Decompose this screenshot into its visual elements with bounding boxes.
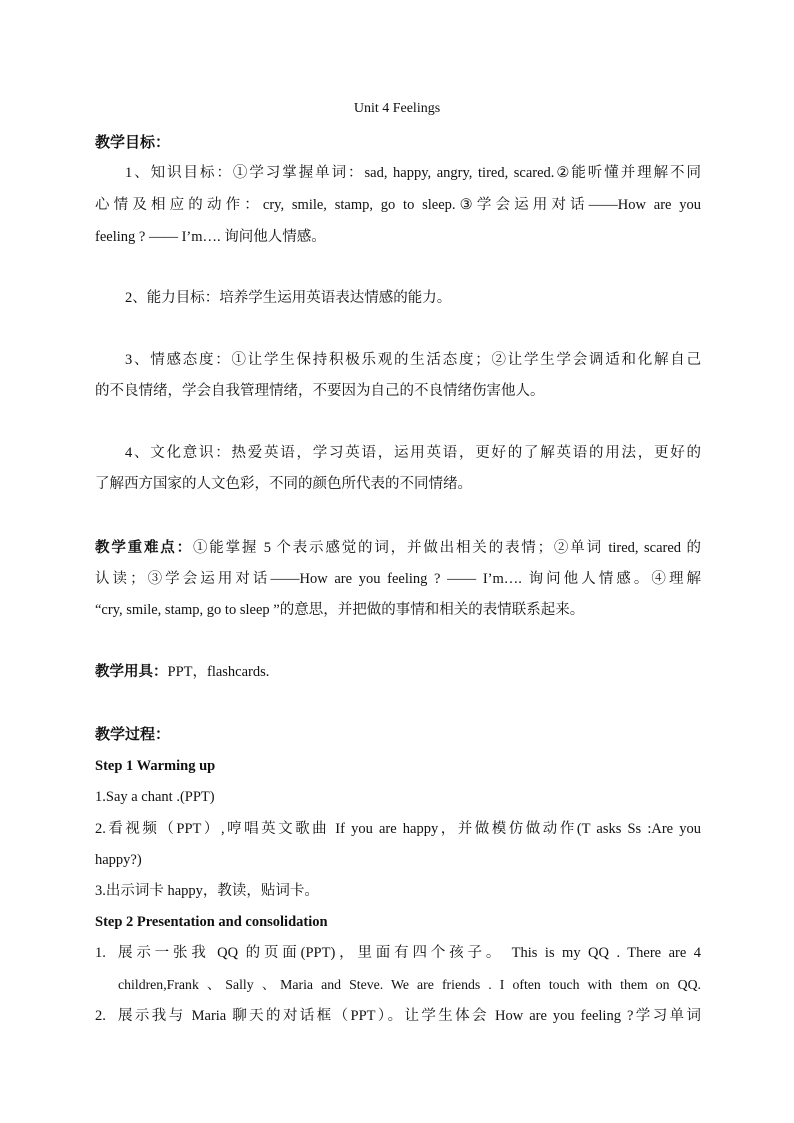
step2-item-1-line-1: 展示一张我 QQ 的页面(PPT)，里面有四个孩子。 This is my QQ . There are 4 xyxy=(118,945,701,961)
step2-item-1-number: 1. xyxy=(95,945,106,961)
step2-title: Step 2 Presentation and consolidation xyxy=(95,914,328,930)
document-title: Unit 4 Feelings xyxy=(353,101,441,116)
key-points-label: 教学重难点： xyxy=(95,540,193,556)
teaching-tools xyxy=(95,661,701,683)
step2-item-2-line-1: 展示我与 Maria 聊天的对话框（PPT）。让学生体会 How are you feeling ?学习单词 xyxy=(118,1008,701,1024)
step1-item-2-line-1: 2.看视频（PPT）,哼唱英文歌曲 If you are happy，并做模仿做动作(T asks Ss :Are you xyxy=(95,821,701,837)
key-points-line-1 xyxy=(95,537,701,559)
step1-title: Step 1 Warming up xyxy=(95,758,216,774)
process-heading: 教学过程： xyxy=(95,727,171,743)
objectives-heading: 教学目标： xyxy=(95,135,171,151)
knowledge-goal-line-2: 心情及相应的动作：cry, smile, stamp, go to sleep.③学会运用对话——How are you xyxy=(95,197,701,213)
step1-item-3: 3.出示词卡 happy，教读，贴词卡。 xyxy=(95,883,319,899)
step2-item-2-number: 2. xyxy=(95,1008,106,1024)
culture-goal-line-2: 了解西方国家的人文色彩，不同的颜色所代表的不同情绪。 xyxy=(95,476,472,492)
emotion-goal-line-1: 3、情感态度：①让学生保持积极乐观的生活态度；②让学生学会调适和化解自己 xyxy=(125,352,701,368)
culture-goal-line-1: 4、文化意识：热爱英语，学习英语，运用英语，更好的了解英语的用法，更好的 xyxy=(125,445,701,461)
ability-goal: 2、能力目标：培养学生运用英语表达情感的能力。 xyxy=(125,290,452,306)
key-points-text-1: ①能掌握 5 个表示感觉的词，并做出相关的表情；②单词 tired, scared 的 xyxy=(192,540,701,556)
key-points-line-3: “cry, smile, stamp, go to sleep ”的意思，并把做的事情和相关的表情联系起来。 xyxy=(95,602,585,618)
knowledge-goal-line-3: feeling ? —— I’m…. 询问他人情感。 xyxy=(95,229,326,245)
teaching-tools-text: PPT，flashcards. xyxy=(167,664,270,680)
knowledge-goal-line-1: 1、知识目标：①学习掌握单词：sad, happy, angry, tired, scared.②能听懂并理解不同 xyxy=(125,165,701,181)
step1-item-2-line-2: happy?) xyxy=(95,852,142,868)
key-points-line-2: 认读；③学会运用对话——How are you feeling ? —— I’m…. 询问他人情感。④理解 xyxy=(95,571,701,587)
teaching-tools-label: 教学用具： xyxy=(95,664,168,680)
step2-item-1-line-2: children,Frank 、Sally 、Maria and Steve. We are friends . I often touch with them on QQ. xyxy=(118,977,701,992)
step1-item-1: 1.Say a chant .(PPT) xyxy=(95,789,215,805)
emotion-goal-line-2: 的不良情绪，学会自我管理情绪，不要因为自己的不良情绪伤害他人。 xyxy=(95,383,545,399)
